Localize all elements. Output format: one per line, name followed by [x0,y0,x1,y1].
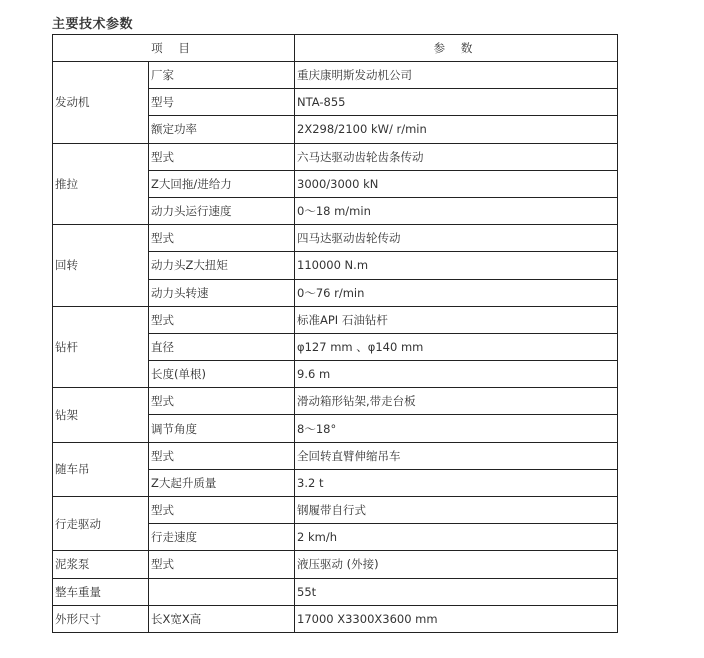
item-value-cell: 17000 X3300X3600 mm [295,605,618,632]
item-value-cell: φ127 mm 、φ140 mm [295,333,618,360]
item-value-cell: 重庆康明斯发动机公司 [295,62,618,89]
table-row [53,225,618,252]
table-row [53,605,618,632]
group-name-cell: 行走驱动 [53,497,149,551]
item-label-cell: 额定功率 [149,116,295,143]
item-value-cell: 0～76 r/min [295,279,618,306]
table-row [53,306,618,333]
item-label-cell: 动力头转速 [149,279,295,306]
item-value-cell: 2X298/2100 kW/ r/min [295,116,618,143]
item-label-cell: 动力头Ζ大扭矩 [149,252,295,279]
item-label-cell: 调节角度 [149,415,295,442]
item-value-cell: 8～18° [295,415,618,442]
group-name-cell: 泥浆泵 [53,551,149,578]
item-label-cell: 行走速度 [149,524,295,551]
item-value-cell: 全回转直臂伸缩吊车 [295,442,618,469]
item-label-cell [149,578,295,605]
item-label-cell: 长X宽X高 [149,605,295,632]
page-title: 主要技术参数 [52,17,134,32]
item-label-cell: Ζ大回拖/进给力 [149,170,295,197]
item-value-cell: 0～18 m/min [295,197,618,224]
header-param: 参 数 [295,35,618,62]
item-value-cell: 9.6 m [295,361,618,388]
item-value-cell: 四马达驱动齿轮传动 [295,225,618,252]
item-value-cell: 标准API 石油钻杆 [295,306,618,333]
group-name-cell: 外形尺寸 [53,605,149,632]
item-label-cell: 直径 [149,333,295,360]
item-label-cell: 动力头运行速度 [149,197,295,224]
item-label-cell: Ζ大起升质量 [149,469,295,496]
table-row [53,442,618,469]
group-name-cell: 回转 [53,225,149,307]
item-label-cell: 厂家 [149,62,295,89]
item-value-cell: 滑动箱形钻架,带走台板 [295,388,618,415]
group-name-cell: 整车重量 [53,578,149,605]
item-label-cell: 型式 [149,225,295,252]
table-row [53,62,618,89]
table-row [53,551,618,578]
group-name-cell: 推拉 [53,143,149,225]
table-row [53,388,618,415]
group-name-cell: 钻架 [53,388,149,442]
item-value-cell: 2 km/h [295,524,618,551]
table-row [53,497,618,524]
item-label-cell: 型式 [149,388,295,415]
group-name-cell: 随车吊 [53,442,149,496]
item-label-cell: 长度(单根) [149,361,295,388]
item-label-cell: 型式 [149,497,295,524]
item-label-cell: 型号 [149,89,295,116]
item-label-cell: 型式 [149,551,295,578]
header-item: 项 目 [53,35,295,62]
item-value-cell: 液压驱动 (外接) [295,551,618,578]
spec-table [52,34,618,633]
item-label-cell: 型式 [149,306,295,333]
group-name-cell: 钻杆 [53,306,149,388]
item-value-cell: 六马达驱动齿轮齿条传动 [295,143,618,170]
item-value-cell: 3000/3000 kN [295,170,618,197]
item-label-cell: 型式 [149,442,295,469]
item-value-cell: 110000 N.m [295,252,618,279]
table-row [53,143,618,170]
item-value-cell: NTA-855 [295,89,618,116]
table-body [53,62,618,633]
item-value-cell: 钢履带自行式 [295,497,618,524]
item-value-cell: 3.2 t [295,469,618,496]
item-value-cell: 55t [295,578,618,605]
table-header-row [53,35,618,62]
group-name-cell: 发动机 [53,62,149,144]
table-row [53,578,618,605]
item-label-cell: 型式 [149,143,295,170]
